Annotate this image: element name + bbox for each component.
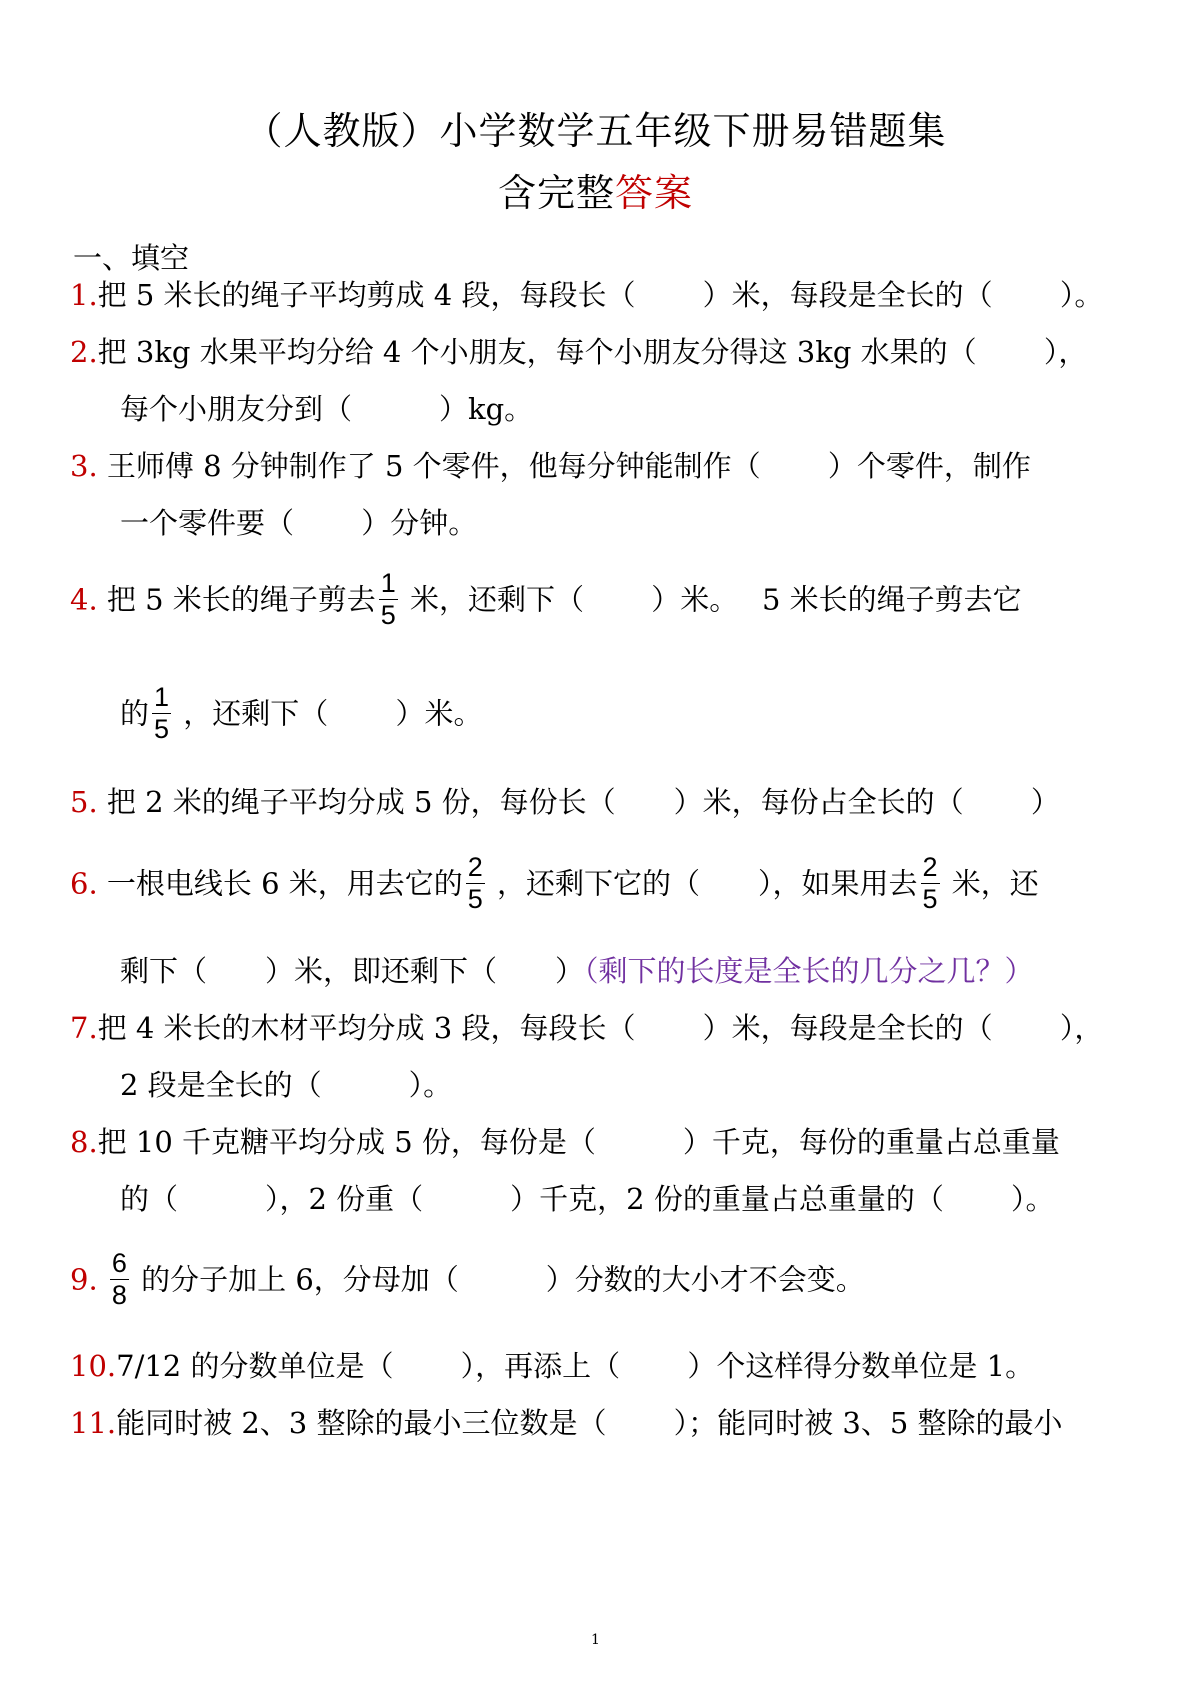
denominator: 5: [467, 884, 483, 914]
numerator: 2: [922, 852, 938, 882]
denominator: 5: [922, 884, 938, 914]
question-2-line2: 每个小朋友分到（ ）kg。: [120, 392, 534, 426]
question-4-line2: [120, 682, 483, 745]
question-text: 王师傅 8 分钟制作了 5 个零件，他每分钟能制作（ ）个零件，制作: [106, 449, 1031, 483]
question-1: [70, 278, 1104, 312]
question-8: [70, 1125, 1060, 1159]
document-title: （人教版）小学数学五年级下册易错题集: [244, 109, 947, 153]
question-number: 4.: [70, 582, 98, 617]
question-7-line2: 2 段是全长的（ ）。: [120, 1068, 453, 1102]
fraction: [466, 854, 485, 913]
denominator: 8: [111, 1280, 127, 1310]
question-4: [70, 568, 1022, 631]
question-text: 一根电线长 6 米，用去它的: [106, 866, 463, 901]
fraction: [110, 1250, 129, 1309]
question-6-line2: [120, 954, 1034, 988]
question-text: 剩下（ ）米，即还剩下（ ）: [120, 954, 585, 988]
question-text: 把 5 米长的绳子剪去: [106, 582, 376, 617]
question-3: [70, 449, 1031, 483]
question-text: ，还剩下（ ）米。: [183, 696, 483, 731]
question-text: 把 10 千克糖平均分成 5 份，每份是（ ）千克，每份的重量占总重量: [97, 1125, 1060, 1159]
denominator: 5: [154, 714, 170, 744]
fraction: [152, 684, 171, 743]
question-10: [70, 1349, 1035, 1383]
fraction: [921, 854, 940, 913]
question-text: 7/12 的分数单位是（ ），再添上（ ）个这样得分数单位是 1。: [116, 1349, 1035, 1383]
section-heading: 一、填空: [73, 241, 190, 275]
numerator: 1: [154, 682, 170, 712]
question-text: 把 4 米长的木材平均分成 3 段，每段长（ ）米，每段是全长的（ ），: [97, 1011, 1104, 1045]
question-number: 7.: [70, 1011, 98, 1045]
question-text: 米，还剩下（ ）米。 5 米长的绳子剪去它: [410, 582, 1022, 617]
question-number: 11.: [70, 1406, 117, 1440]
question-5: [70, 785, 1060, 819]
question-2: [70, 335, 1088, 369]
page-number: 1: [591, 1632, 600, 1648]
question-number: 5.: [70, 785, 98, 819]
question-text: 的分子加上 6，分母加（ ）分数的大小才不会变。: [141, 1262, 865, 1297]
question-text: 的: [120, 696, 150, 731]
denominator: 5: [380, 600, 396, 630]
question-3-line2: 一个零件要（ ）分钟。: [120, 506, 478, 540]
question-number: 6.: [70, 866, 98, 901]
question-text: 把 5 米长的绳子平均剪成 4 段，每段长（ ）米，每段是全长的（ ）。: [97, 278, 1104, 312]
subtitle-red: 答案: [615, 171, 694, 215]
numerator: 6: [111, 1248, 127, 1278]
question-number: 3.: [70, 449, 98, 483]
question-text: 把 2 米的绳子平均分成 5 份，每份长（ ）米，每份占全长的（ ）: [106, 785, 1060, 819]
question-number: 9.: [70, 1262, 98, 1297]
fraction: [379, 570, 398, 629]
question-number: 1.: [70, 278, 98, 312]
question-text: 把 3kg 水果平均分给 4 个小朋友，每个小朋友分得这 3kg 水果的（ ），: [97, 335, 1088, 369]
document-subtitle: [0, 162, 1191, 217]
question-6: [70, 852, 1039, 915]
question-number: 2.: [70, 335, 98, 369]
question-8-line2: 的（ ），2 份重（ ）千克，2 份的重量占总重量的（ ）。: [120, 1182, 1055, 1216]
question-7: [70, 1011, 1104, 1045]
question-text: ，还剩下它的（ ），如果用去: [497, 866, 918, 901]
question-text: 米，还: [951, 866, 1039, 901]
subtitle-black: 含完整: [497, 171, 615, 215]
numerator: 2: [467, 852, 483, 882]
question-text: 能同时被 2、3 整除的最小三位数是（ ）；能同时被 3、5 整除的最小: [116, 1406, 1063, 1440]
question-number: 8.: [70, 1125, 98, 1159]
question-9: [70, 1248, 865, 1311]
question-11: [70, 1406, 1063, 1440]
hint-text: （剩下的长度是全长的几分之几？）: [584, 954, 1034, 988]
numerator: 1: [380, 568, 396, 598]
question-number: 10.: [70, 1349, 117, 1383]
